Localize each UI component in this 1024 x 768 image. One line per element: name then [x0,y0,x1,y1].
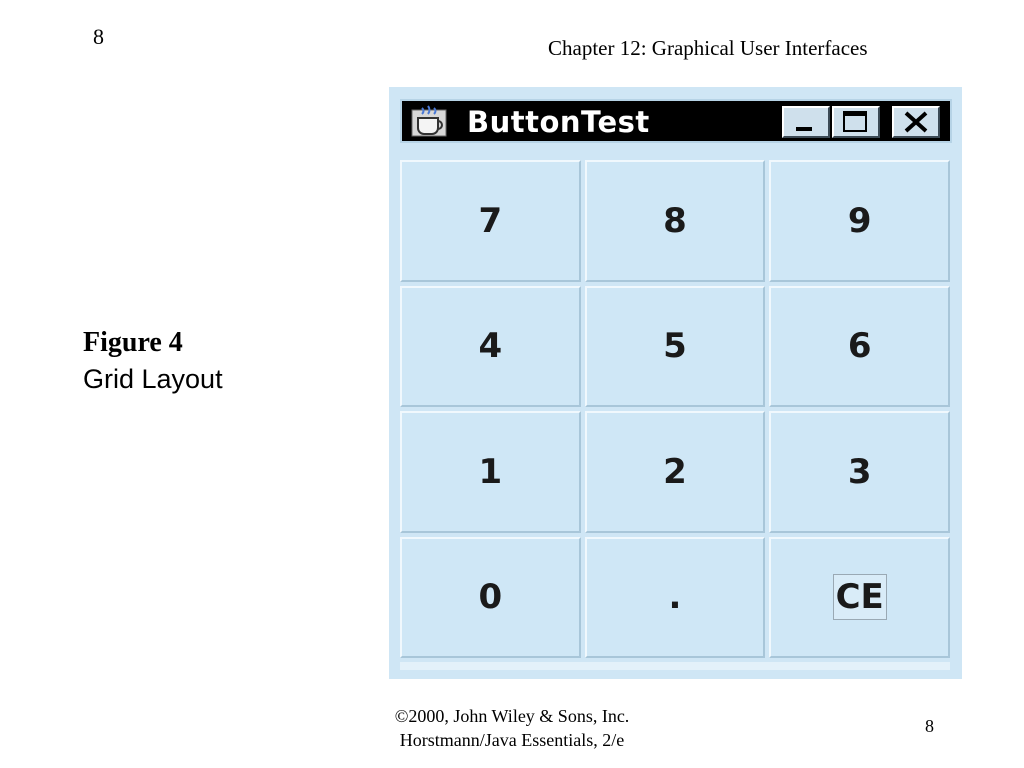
slide-number-bottom: 8 [925,716,934,736]
key-8[interactable]: 8 [585,160,766,282]
window-bottom-edge [400,662,950,670]
close-icon [894,108,938,136]
maximize-icon [834,108,878,136]
figure-caption [83,325,223,397]
window-title-bar[interactable] [400,99,952,143]
keypad-grid [400,160,950,658]
key-9[interactable]: 9 [769,160,950,282]
key-6[interactable]: 6 [769,286,950,408]
footer-copyright [0,704,1024,752]
close-button[interactable] [892,106,940,138]
key-5[interactable]: 5 [585,286,766,408]
minimize-button[interactable] [782,106,830,138]
minimize-icon [784,108,828,136]
key-clear-entry[interactable]: CE [769,537,950,659]
key-7[interactable]: 7 [400,160,581,282]
key-3[interactable]: 3 [769,411,950,533]
footer-line-1: ©2000, John Wiley & Sons, Inc. [394,706,630,726]
java-cup-icon[interactable] [408,104,452,140]
figure-description: Grid Layout [83,364,223,394]
chapter-title: Chapter 12: Graphical User Interfaces [548,36,868,60]
key-0[interactable]: 0 [400,537,581,659]
screenshot-frame [389,87,962,679]
window-title: ButtonTest [467,105,650,139]
figure-label: Figure 4 [83,327,183,358]
slide-number-top: 8 [93,24,104,49]
footer-line-2: Horstmann/Java Essentials, 2/e [399,730,625,750]
key-decimal[interactable]: . [585,537,766,659]
key-2[interactable]: 2 [585,411,766,533]
key-4[interactable]: 4 [400,286,581,408]
maximize-button[interactable] [832,106,880,138]
key-1[interactable]: 1 [400,411,581,533]
